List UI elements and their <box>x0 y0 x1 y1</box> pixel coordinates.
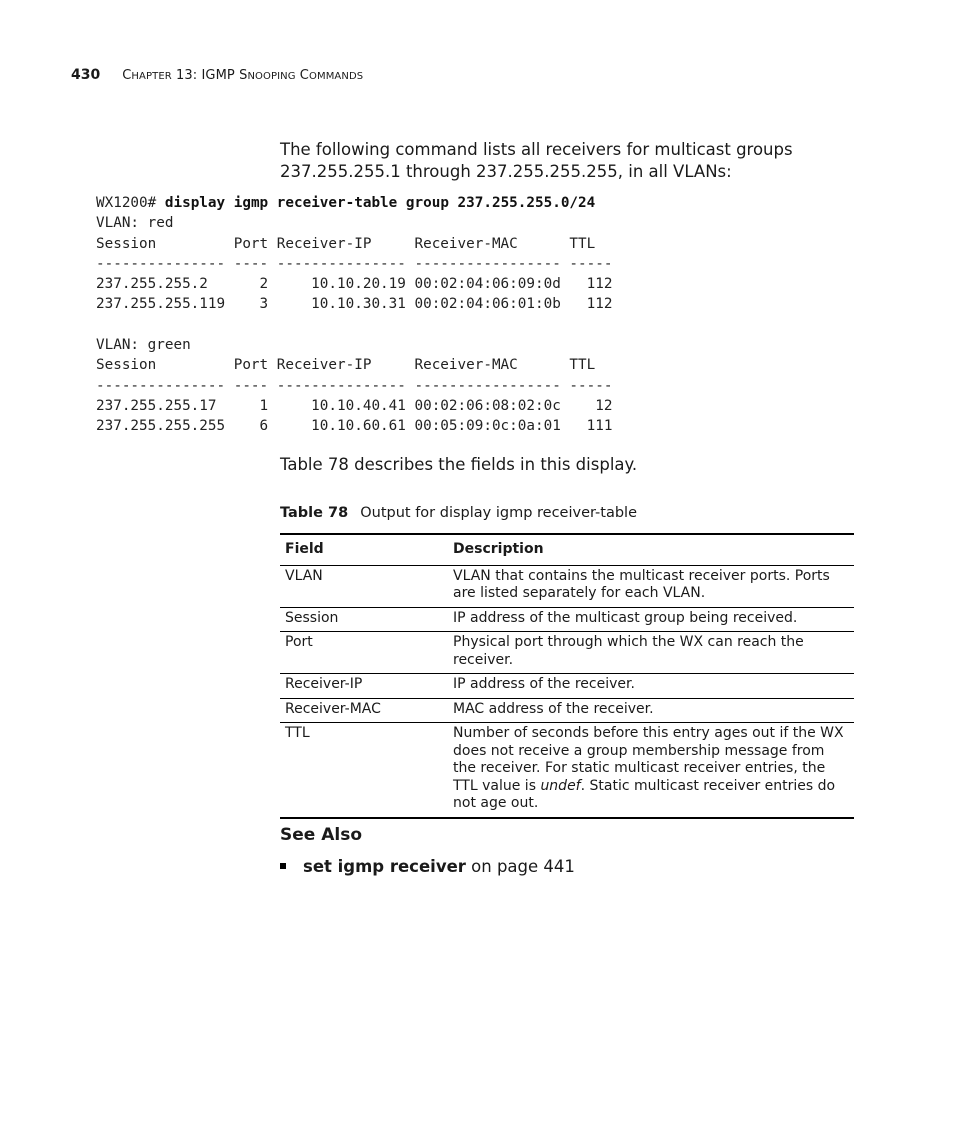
see-also-link[interactable]: set igmp receiver <box>303 857 466 876</box>
table-row <box>280 632 854 674</box>
table-row <box>280 723 854 818</box>
cli-output: VLAN: red Session Port Receiver-IP Receiver-MAC TTL --------------- ---- --------------- ----------------- ----- 237.255.255.2 2 10.10.20.19 00:02:04:06:09:0d 112 237.255.255.119 3 10.10.30.31 00:02:04:06:01:0b 112 VLAN: green Session Port Receiver-IP Receiver-MAC TTL --------------- ---- --------------- ----------------- ----- 237.255.255.17 1 10.10.40.41 00:02:06:08:02:0c 12 237.255.255.255 6 10.10.60.61 00:05:09:0c:0a:01 111 <box>96 215 613 435</box>
intro-paragraph: The following command lists all receivers for multicast groups 237.255.255.1 through 237.255.255.255, in all VLANs: <box>280 140 793 181</box>
bullet-square-icon <box>280 863 286 869</box>
header-field: Field <box>280 534 448 565</box>
table-label: Table 78 <box>280 505 349 521</box>
field-description: IP address of the receiver. <box>448 674 854 699</box>
see-also-page-ref: on page 441 <box>465 857 575 876</box>
cli-command: display igmp receiver-table group 237.255.255.0/24 <box>164 195 596 211</box>
field-name: TTL <box>280 723 448 818</box>
field-name: Receiver-MAC <box>280 698 448 723</box>
table-reference-paragraph: Table 78 describes the fields in this display. <box>280 455 638 474</box>
command-example <box>96 193 612 437</box>
table-caption <box>280 505 637 521</box>
field-description: MAC address of the receiver. <box>448 698 854 723</box>
ttl-description-end: . Static multicast receiver entries do not age out. <box>453 777 836 811</box>
field-name: VLAN <box>280 565 448 607</box>
header-description: Description <box>448 534 854 565</box>
chapter-title: CHAPTER 13: IGMP SNOOPING COMMANDS <box>122 68 364 83</box>
field-name: Port <box>280 632 448 674</box>
table-row <box>280 674 854 699</box>
running-header <box>71 67 363 83</box>
table-row <box>280 607 854 632</box>
field-description: Physical port through which the WX can reach the receiver. <box>448 632 854 674</box>
field-description <box>448 723 854 818</box>
ttl-description-part: Number of seconds before this entry ages out if the WX does not receive a group membership message from the receiver. For static multicast receiver entries, the TTL value is <box>453 725 844 794</box>
fields-table <box>280 533 854 819</box>
table-header-row <box>280 534 854 565</box>
table-title: Output for display igmp receiver-table <box>360 505 637 521</box>
cli-prompt: WX1200# <box>96 195 165 211</box>
table-row <box>280 698 854 723</box>
field-description: IP address of the multicast group being received. <box>448 607 854 632</box>
see-also-heading: See Also <box>280 825 363 845</box>
table-row <box>280 565 854 607</box>
field-name: Receiver-IP <box>280 674 448 699</box>
see-also-item[interactable] <box>280 857 575 876</box>
ttl-undef-term: undef <box>540 777 581 794</box>
field-name: Session <box>280 607 448 632</box>
page-number: 430 <box>71 67 101 83</box>
field-description: VLAN that contains the multicast receiver ports. Ports are listed separately for each VLAN. <box>448 565 854 607</box>
